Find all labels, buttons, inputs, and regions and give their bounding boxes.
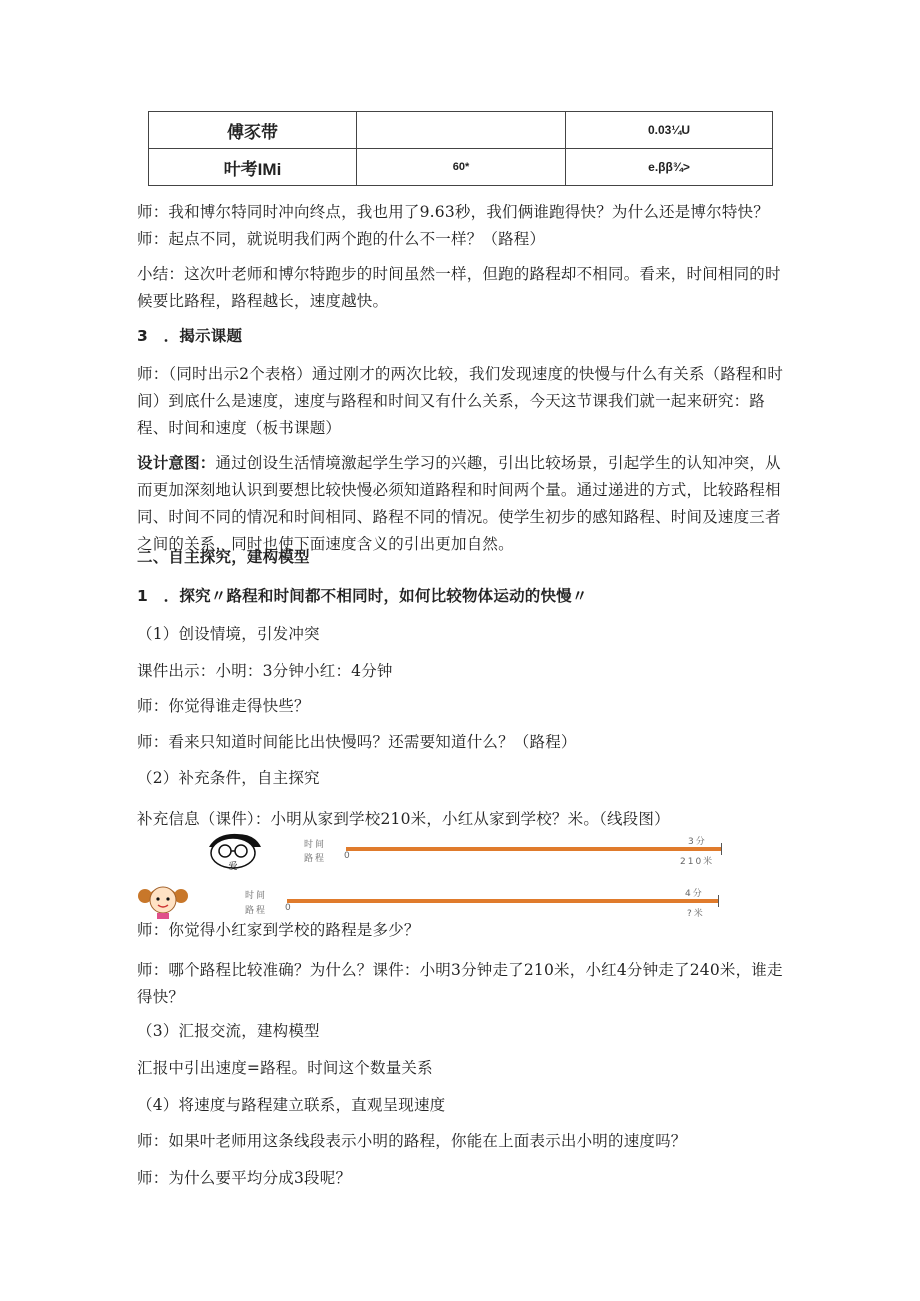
distance-label: 路程: [245, 906, 268, 916]
paragraph: （1）创设情境，引发冲突: [137, 625, 320, 643]
time-label: 时间: [245, 891, 268, 901]
table-cell: [357, 112, 566, 149]
paragraph: 小结：这次叶老师和博尔特跑步的时间虽然一样，但跑的路程却不相同。看来，时间相同的时候要比路程，路程越长，速度越快。: [137, 265, 781, 310]
xiaohong-segment-diagram: [243, 885, 723, 917]
paragraph: 师：为什么要平均分成3段呢？: [137, 1169, 352, 1187]
table-cell: 傅豕带: [149, 112, 357, 149]
comparison-table: [148, 111, 773, 186]
end-tick: [721, 843, 722, 855]
paragraph: 师：你觉得小红家到学校的路程是多少？: [137, 921, 420, 939]
paragraph: （4）将速度与路程建立联系，直观呈现速度: [137, 1096, 446, 1114]
table-row: [149, 149, 773, 186]
paragraph: 师：如果叶老师用这条线段表示小明的路程，你能在上面表示出小明的速度吗？: [137, 1132, 687, 1150]
section-heading: 二、自主探究，建构模型: [137, 548, 310, 566]
xiaoming-segment-diagram: [300, 834, 730, 867]
sub-heading: 1 ．探究〃路程和时间都不相同时，如何比较物体运动的快慢〃: [137, 587, 588, 605]
table-row: [149, 112, 773, 149]
xiaoming-face-label: 爱: [228, 862, 238, 871]
paragraph: （3）汇报交流，建构模型: [137, 1022, 320, 1040]
paragraph: 师：哪个路程比较准确？为什么？课件：小明3分钟走了210米，小红4分钟走了240米，谁走得快？: [137, 961, 783, 1006]
end-time-label: 3分: [688, 837, 707, 847]
table-cell: 叶考IMi: [149, 149, 357, 186]
end-distance-label: 210米: [680, 857, 715, 867]
table-cell: 60*: [357, 149, 566, 186]
table-cell: e.ββ¾>: [566, 149, 773, 186]
section-heading: 3 ．揭示课题: [137, 327, 243, 345]
design-intent-text: 通过创设生活情境激起学生学习的兴趣，引出比较场景，引起学生的认知冲突，从而更加深刻地认识到要想比较快慢必须知道路程和时间两个量。通过递进的方式，比较路程相同、时间不同的情况和时间相同、路程不同的情况。使学生初步的感知路程、时间及速度三者之间的关系，同时也使下面速度含义的引出更加自然。: [137, 454, 781, 553]
paragraph: 师：你觉得谁走得快些？: [137, 697, 310, 715]
end-distance-label: ?米: [687, 909, 705, 919]
xiaoming-face-icon: [197, 831, 267, 871]
zero-label: 0: [344, 851, 352, 861]
end-tick: [718, 895, 719, 907]
distance-label: 路程: [304, 854, 327, 864]
paragraph: [137, 450, 787, 558]
paragraph: 师：（同时出示2个表格）通过刚才的两次比较，我们发现速度的快慢与什么有关系（路程和时间）到底什么是速度，速度与路程和时间又有什么关系，今天这节课我们就一起来研究：路程、时间和速度（板书课题）: [137, 365, 784, 437]
xiaohong-distance-line: [287, 899, 719, 903]
time-label: 时间: [304, 840, 327, 850]
paragraph: 师：我和博尔特同时冲向终点，我也用了9.63秒，我们俩谁跑得快？为什么还是博尔特快？师：起点不同，就说明我们两个跑的什么不一样？（路程）: [137, 203, 769, 248]
xiaohong-face-icon: [137, 880, 189, 920]
xiaoming-distance-line: [346, 847, 722, 851]
end-time-label: 4分: [685, 889, 704, 899]
zero-label: 0: [285, 903, 293, 913]
table-cell: 0.03¼U: [566, 112, 773, 149]
paragraph: 师：看来只知道时间能比出快慢吗？还需要知道什么？（路程）: [137, 733, 577, 751]
paragraph: 课件出示：小明：3分钟小红：4分钟: [137, 662, 393, 680]
design-intent-label: 设计意图：: [137, 454, 216, 472]
paragraph: 补充信息（课件）：小明从家到学校210米，小红从家到学校？米。（线段图）: [137, 810, 670, 828]
paragraph: （2）补充条件，自主探究: [137, 769, 320, 787]
paragraph: 汇报中引出速度=路程。时间这个数量关系: [137, 1059, 433, 1077]
